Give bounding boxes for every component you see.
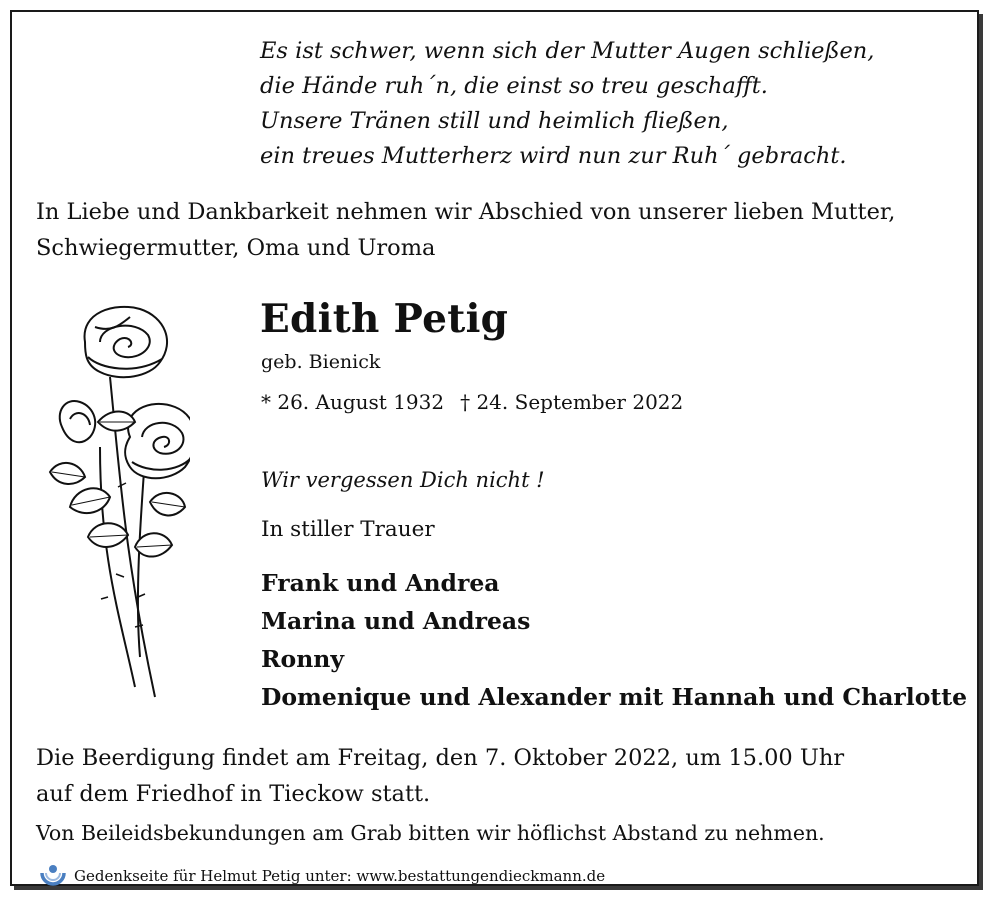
intro-line: Schwiegermutter, Oma und Uroma [36, 235, 436, 261]
intro-text [36, 194, 895, 266]
poem-line: Unsere Tränen still und heimlich fließen, [260, 108, 729, 134]
birth-date: * 26. August 1932 [261, 390, 445, 414]
mourner: Domenique und Alexander mit Hannah und Charlotte [261, 683, 968, 711]
mourner: Frank und Andrea [261, 569, 500, 597]
poem-line: ein treues Mutterherz wird nun zur Ruh´ gebracht. [260, 143, 847, 169]
funeral-line: Die Beerdigung findet am Freitag, den 7. Oktober 2022, um 15.00 Uhr [36, 745, 845, 771]
memorial-page-link[interactable]: Gedenkseite für Helmut Petig unter: www.bestattungendieckmann.de [74, 867, 606, 885]
mourning-label: In stiller Trauer [261, 517, 435, 542]
mourner: Marina und Andreas [261, 607, 531, 635]
funeral-line: auf dem Friedhof in Tieckow statt. [36, 781, 431, 807]
poem-line: die Hände ruh´n, die einst so treu geschafft. [260, 73, 768, 99]
maiden-name: geb. Bienick [261, 351, 381, 373]
funeral-info [36, 740, 844, 812]
deceased-name: Edith Petig [260, 296, 509, 342]
mourner: Ronny [261, 645, 345, 673]
roses-illustration [40, 297, 190, 717]
poem [260, 34, 874, 174]
motto: Wir vergessen Dich nicht ! [261, 468, 545, 492]
obituary-notice [10, 10, 979, 886]
condolence-note: Von Beileidsbekundungen am Grab bitten wir höflichst Abstand zu nehmen. [36, 821, 825, 845]
memorial-logo-icon [39, 861, 67, 889]
poem-line: Es ist schwer, wenn sich der Mutter Augen schließen, [260, 38, 875, 64]
death-date: † 24. September 2022 [460, 390, 684, 414]
mourners-list [261, 564, 967, 716]
life-dates [261, 390, 683, 414]
intro-line: In Liebe und Dankbarkeit nehmen wir Abschied von unserer lieben Mutter, [36, 199, 896, 225]
